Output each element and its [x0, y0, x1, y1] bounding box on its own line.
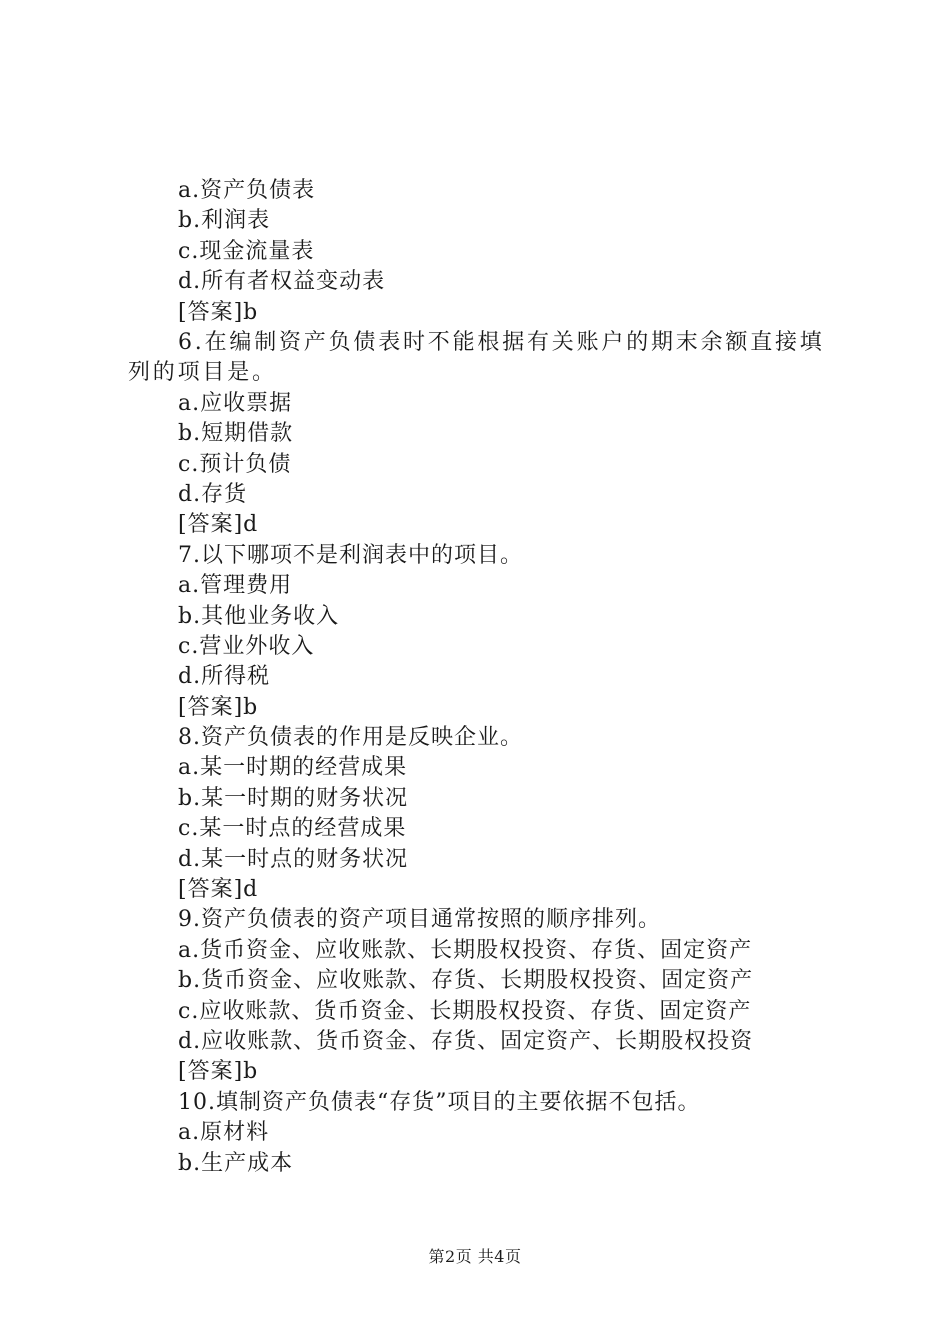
q10-question: 10.填制资产负债表“存货”项目的主要依据不包括。	[178, 1089, 701, 1115]
q7-option-a: a.管理费用	[178, 573, 293, 599]
q8-option-a: a.某一时期的经营成果	[178, 755, 408, 781]
q5-option-a: a.资产负债表	[178, 178, 316, 203]
q5-option-c: c.现金流量表	[178, 238, 315, 264]
q6-option-c: c.预计负债	[178, 451, 292, 477]
q6-question: 6.在编制资产负债表时不能根据有关账户的期末余额直接填列的项目是。	[128, 329, 825, 386]
q8-option-b: b.某一时期的财务状况	[178, 785, 409, 811]
q9-option-c: c.应收账款、货币资金、长期股权投资、存货、固定资产	[178, 998, 752, 1024]
q9-answer: [答案]b	[178, 1059, 259, 1085]
page-content	[128, 176, 834, 1179]
q9-option-a: a.货币资金、应收账款、长期股权投资、存货、固定资产	[178, 937, 753, 963]
q7-option-b: b.其他业务收入	[178, 603, 340, 629]
q8-question: 8.资产负债表的作用是反映企业。	[178, 725, 523, 751]
q8-option-d: d.某一时点的财务状况	[178, 846, 409, 872]
page-number-footer: 第2页 共4页	[428, 1247, 522, 1266]
q7-option-c: c.营业外收入	[178, 633, 315, 659]
q6-option-b: b.短期借款	[178, 421, 294, 447]
q9-option-d: d.应收账款、货币资金、存货、固定资产、长期股权投资	[178, 1028, 754, 1054]
q7-option-d: d.所得税	[178, 664, 271, 690]
q10-option-b: b.生产成本	[178, 1150, 294, 1176]
q8-answer: [答案]d	[178, 877, 259, 903]
q8-option-c: c.某一时点的经营成果	[178, 816, 407, 842]
q10-option-a: a.原材料	[178, 1120, 270, 1146]
q5-answer: [答案]b	[178, 299, 259, 325]
q5-option-d: d.所有者权益变动表	[178, 269, 386, 295]
q5-option-b: b.利润表	[178, 208, 271, 234]
q7-answer: [答案]b	[178, 694, 259, 720]
q6-option-a: a.应收票据	[178, 390, 293, 416]
q6-option-d: d.存货	[178, 481, 248, 507]
q9-question: 9.资产负债表的资产项目通常按照的顺序排列。	[178, 907, 661, 933]
q9-option-b: b.货币资金、应收账款、存货、长期股权投资、固定资产	[178, 968, 754, 994]
q7-question: 7.以下哪项不是利润表中的项目。	[178, 542, 523, 568]
q6-answer: [答案]d	[178, 512, 259, 538]
